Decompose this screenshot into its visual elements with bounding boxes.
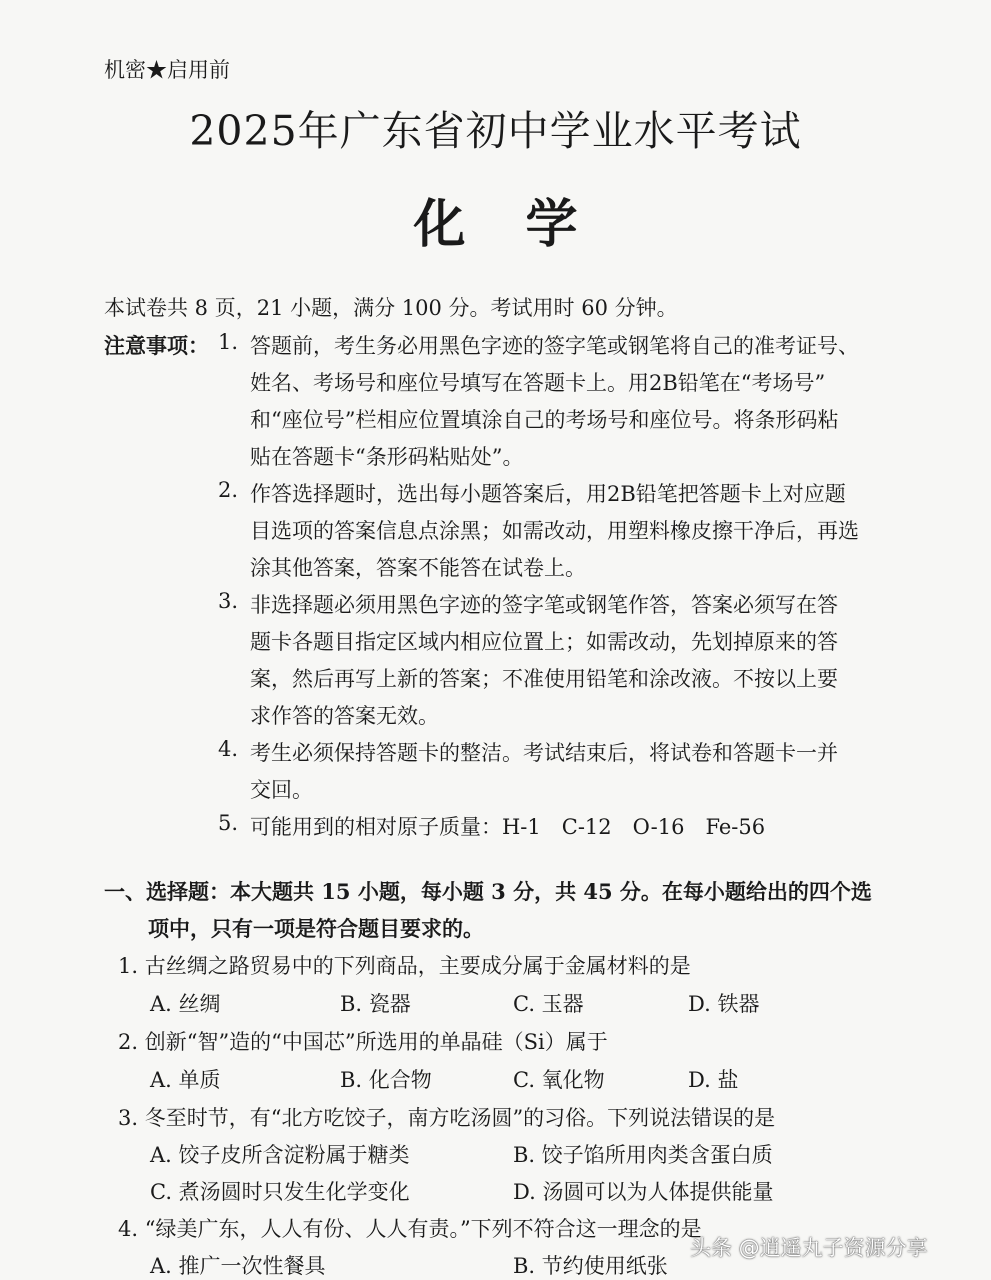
question-stem: 1. 古丝绸之路贸易中的下列商品，主要成分属于金属材料的是 bbox=[118, 954, 691, 978]
note-line: 可能用到的相对原子质量：H-1 C-12 O-16 Fe-56 bbox=[250, 815, 766, 839]
note-line: 答题前，考生务必用黑色字迹的签字笔或钢笔将自己的准考证号、 bbox=[250, 334, 859, 358]
note-line: 涂其他答案，答案不能答在试卷上。 bbox=[250, 556, 586, 580]
option: B. 化合物 bbox=[340, 1068, 432, 1092]
note-line: 目选项的答案信息点涂黑；如需改动，用塑料橡皮擦干净后，再选 bbox=[250, 519, 859, 543]
option: D. 盐 bbox=[688, 1068, 739, 1092]
option: C. 氧化物 bbox=[513, 1068, 605, 1092]
option: A. 单质 bbox=[150, 1068, 221, 1092]
note-line: 考生必须保持答题卡的整洁。考试结束后，将试卷和答题卡一并 bbox=[250, 741, 838, 765]
option: A. 推广一次性餐具 bbox=[150, 1254, 326, 1278]
exam-title: 2025年广东省初中学业水平考试 bbox=[189, 107, 802, 155]
note-number: 3. bbox=[218, 589, 239, 613]
confidential-mark: 机密★启用前 bbox=[104, 58, 230, 82]
note-line: 非选择题必须用黑色字迹的签字笔或钢笔作答，答案必须写在答 bbox=[250, 593, 838, 617]
option: D. 汤圆可以为人体提供能量 bbox=[513, 1180, 774, 1204]
note-number: 2. bbox=[218, 478, 239, 502]
note-line: 求作答的答案无效。 bbox=[250, 704, 439, 728]
question-stem: 2. 创新“智”造的“中国芯”所选用的单晶硅（Si）属于 bbox=[118, 1030, 608, 1054]
question-stem: 3. 冬至时节，有“北方吃饺子，南方吃汤圆”的习俗。下列说法错误的是 bbox=[118, 1106, 776, 1130]
subject-title: 化学 bbox=[413, 194, 638, 255]
option: B. 瓷器 bbox=[340, 992, 411, 1016]
option: A. 饺子皮所含淀粉属于糖类 bbox=[150, 1143, 410, 1167]
section-heading-cont: 项中，只有一项是符合题目要求的。 bbox=[148, 916, 484, 941]
note-number: 5. bbox=[218, 811, 239, 835]
note-line: 作答选择题时，选出每小题答案后，用2B铅笔把答题卡上对应题 bbox=[250, 482, 846, 506]
note-line: 贴在答题卡“条形码粘贴处”。 bbox=[250, 445, 524, 469]
note-line: 和“座位号”栏相应位置填涂自己的考场号和座位号。将条形码粘 bbox=[250, 408, 839, 432]
note-line: 交回。 bbox=[250, 778, 313, 802]
option: C. 煮汤圆时只发生化学变化 bbox=[150, 1180, 410, 1204]
option: B. 饺子馅所用肉类含蛋白质 bbox=[513, 1143, 773, 1167]
watermark-text: 头条 @逍遥丸子资源分享 bbox=[690, 1236, 928, 1260]
note-number: 1. bbox=[218, 330, 239, 354]
option: A. 丝绸 bbox=[150, 992, 221, 1016]
notes-label: 注意事项： bbox=[104, 333, 209, 358]
question-stem: 4. “绿美广东，人人有份、人人有责。”下列不符合这一理念的是 bbox=[118, 1217, 702, 1241]
option: D. 铁器 bbox=[688, 992, 760, 1016]
note-line: 题卡各题目指定区域内相应位置上；如需改动，先划掉原来的答 bbox=[250, 630, 838, 654]
option: C. 玉器 bbox=[513, 992, 584, 1016]
note-number: 4. bbox=[218, 737, 239, 761]
option: B. 节约使用纸张 bbox=[513, 1254, 668, 1278]
note-line: 姓名、考场号和座位号填写在答题卡上。用2B铅笔在“考场号” bbox=[250, 371, 826, 395]
exam-summary: 本试卷共 8 页，21 小题，满分 100 分。考试用时 60 分钟。 bbox=[104, 296, 678, 320]
section-heading: 一、选择题：本大题共 15 小题，每小题 3 分，共 45 分。在每小题给出的四个选 bbox=[104, 879, 872, 904]
note-line: 案，然后再写上新的答案；不准使用铅笔和涂改液。不按以上要 bbox=[250, 667, 838, 691]
